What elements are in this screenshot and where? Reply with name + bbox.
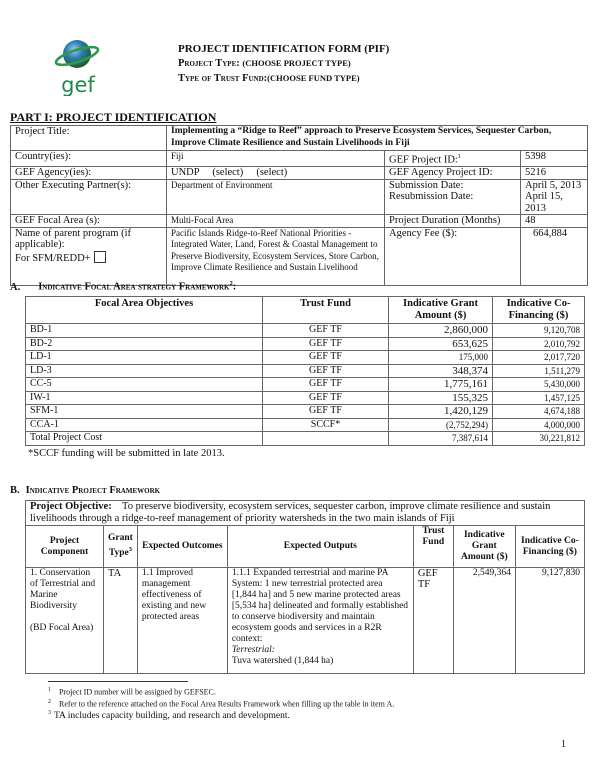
agency-fee-value: 664,884 <box>521 227 588 285</box>
output: 1.1.1 Expanded terrestrial and marine PA System: 1 new terrestrial protected area [1,844 ha] and 5 new marine protected areas [5,534 ha] delineated and formally established to conserve biodiversity and maintain ecosystem goods and services in a R2R context: Terrestrial: Tuva watershed (1,844 ha) <box>227 568 413 674</box>
table-row: CC-5 GEF TF 1,775,161 5,430,000 <box>26 378 585 392</box>
partner-value: Department of Environment <box>167 179 385 215</box>
footnote-3: $^3$ TA includes capacity building, and research and development. <box>48 710 290 722</box>
col-component: Project Component <box>26 526 104 568</box>
section-a-heading: A. Indicative Focal Area strategy Framework$^2$: <box>10 280 237 293</box>
focal-area-label: GEF Focal Area (s): <box>11 215 167 228</box>
footnote-divider <box>48 681 188 682</box>
dates-label: Submission Date: Resubmission Date: <box>385 179 521 215</box>
project-objective: Project Objective: To preserve biodiversity, ecosystem services, sequester carbon, improve climate resilience and sustain livelihoods through a ridge-to-reef management of priority watersheds in the two main islands of Fiji <box>26 501 585 526</box>
agency-project-id-label: GEF Agency Project ID: <box>385 167 521 180</box>
col-cofinancing: Indicative Co-Financing ($) <box>493 297 585 324</box>
sccf-note: *SCCF funding will be submitted in late 2013. <box>28 448 225 459</box>
col-grant: Indicative Grant Amount ($) <box>453 526 515 568</box>
focal-area-table <box>25 296 585 446</box>
cofinancing: 9,127,830 <box>515 568 584 674</box>
gef-project-id-label: GEF Project ID:$^1$ <box>385 151 521 167</box>
table-row <box>26 568 585 674</box>
total-row: Total Project Cost 7,387,614 30,221,812 <box>26 432 585 446</box>
grant-amount: 2,549,364 <box>453 568 515 674</box>
table-row: BD-2 GEF TF 653,625 2,010,792 <box>26 337 585 351</box>
table-row: CCA-1 SCCF* (2,752,294) 4,000,000 <box>26 418 585 432</box>
col-outputs: Expected Outputs <box>227 526 413 568</box>
col-grant-type: Grant Type$^3$ <box>104 526 138 568</box>
parent-program-label: Name of parent program (if applicable): For SFM/REDD+ <box>11 227 167 285</box>
trust-fund: GEF TF <box>413 568 453 674</box>
col-objectives: Focal Area Objectives <box>26 297 263 324</box>
col-cofinancing: Indicative Co-Financing ($) <box>515 526 584 568</box>
agency-project-id: 5216 <box>521 167 588 180</box>
agency-fee-label: Agency Fee ($): <box>385 227 521 285</box>
country-label: Country(ies): <box>11 151 167 167</box>
col-outcomes: Expected Outcomes <box>137 526 227 568</box>
col-grant: Indicative Grant Amount ($) <box>389 297 493 324</box>
fund-type-value: (CHOOSE FUND TYPE) <box>267 73 360 83</box>
outcome: 1.1 Improved management effectiveness of existing and new protected areas <box>137 568 227 674</box>
page-number: 1 <box>561 739 566 750</box>
table-row: IW-1 GEF TF 155,325 1,457,125 <box>26 391 585 405</box>
table-row: LD-3 GEF TF 348,374 1,511,279 <box>26 364 585 378</box>
project-title: Implementing a “Ridge to Reef” approach to Preserve Ecosystem Services, Sequester Carbon, Improve Climate Resilience and Sustain Livelihoods in Fiji <box>167 126 588 151</box>
parent-program-value: Pacific Islands Ridge-to-Reef National Priorities - Integrated Water, Land, Forest & Coastal Management to Preserve Biodiversity, Ecosystem Services, Store Carbon, Improve Climate Resilience and Sustain Livelihood <box>167 227 385 285</box>
gef-project-id: 5398 <box>521 151 588 167</box>
table-row: LD-1 GEF TF 175,000 2,017,720 <box>26 351 585 365</box>
table-row: SFM-1 GEF TF 1,420,129 4,674,188 <box>26 405 585 419</box>
dates-value: April 5, 2013 April 15, 2013 <box>521 179 588 215</box>
agency-value: UNDP (select) (select) <box>167 167 385 180</box>
duration-label: Project Duration (Months) <box>385 215 521 228</box>
partner-label: Other Executing Partner(s): <box>11 179 167 215</box>
project-type-label: Project Type: <box>178 58 240 69</box>
table-row: BD-1 GEF TF 2,860,000 9,120,708 <box>26 324 585 338</box>
project-type-value: (CHOOSE PROJECT TYPE) <box>242 58 351 68</box>
footnote-2: $^2$ Refer to the reference attached on the Focal Area Results Framework when filling up the table in item A. <box>48 699 395 709</box>
gef-logo <box>50 36 106 96</box>
col-trust-fund: Trust Fund <box>413 526 453 568</box>
section-b-heading: B. Indicative Project Framework <box>10 485 161 496</box>
form-header <box>178 42 389 86</box>
component: 1. Conservation of Terrestrial and Marine Biodiversity (BD Focal Area) <box>26 568 104 674</box>
focal-area-value: Multi-Focal Area <box>167 215 385 228</box>
duration-value: 48 <box>521 215 588 228</box>
form-title: PROJECT IDENTIFICATION FORM (PIF) <box>178 43 390 55</box>
fund-type-label: Type of Trust Fund: <box>178 73 268 84</box>
country-value: Fiji <box>167 151 385 167</box>
col-trust-fund: Trust Fund <box>263 297 389 324</box>
project-identification-table <box>10 125 588 286</box>
grant-type: TA <box>104 568 138 674</box>
svg-text:gef: gef <box>61 73 95 96</box>
sfm-redd-checkbox[interactable] <box>94 251 106 263</box>
agency-label: GEF Agency(ies): <box>11 167 167 180</box>
project-framework-table <box>25 500 585 674</box>
globe-icon <box>50 36 106 96</box>
footnote-1: $^1$ Project ID number will be assigned by GEFSEC. <box>48 687 216 697</box>
part1-heading: PART I: PROJECT IDENTIFICATION <box>10 110 217 124</box>
project-title-label: Project Title: <box>11 126 167 151</box>
